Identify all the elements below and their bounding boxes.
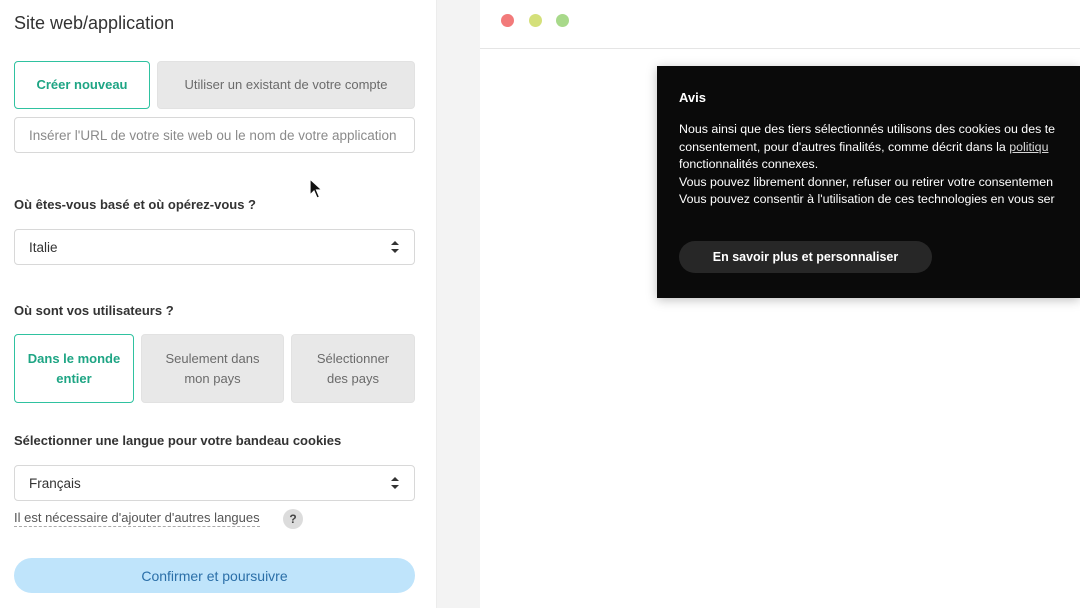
config-panel xyxy=(0,0,437,608)
language-question: Sélectionner une langue pour votre bandeau cookies xyxy=(14,433,342,448)
notice-line: Vous pouvez librement donner, refuser ou retirer votre consentemen xyxy=(679,174,1053,189)
users-option-worldwide[interactable]: Dans le monde entier xyxy=(14,334,134,403)
window-close-dot[interactable] xyxy=(501,14,514,27)
location-question: Où êtes-vous basé et où opérez-vous ? xyxy=(14,197,256,212)
url-input[interactable] xyxy=(14,117,415,153)
notice-line: Vous pouvez consentir à l'utilisation de ces technologies en vous ser xyxy=(679,192,1055,206)
use-existing-button[interactable]: Utiliser un existant de votre compte xyxy=(157,61,415,109)
users-question: Où sont vos utilisateurs ? xyxy=(14,303,174,318)
learn-more-button[interactable]: En savoir plus et personnaliser xyxy=(679,241,932,273)
policy-link[interactable]: politiqu xyxy=(1009,139,1049,154)
location-select[interactable] xyxy=(14,229,415,265)
notice-line: Nous ainsi que des tiers sélectionnés utilisons des cookies ou des te xyxy=(679,122,1056,136)
updown-chevron-icon xyxy=(390,476,400,490)
notice-body xyxy=(679,121,1080,209)
mouse-pointer-icon xyxy=(309,178,323,200)
language-select-value: Français xyxy=(29,475,81,491)
add-languages-link[interactable]: Il est nécessaire d'ajouter d'autres langues xyxy=(14,510,260,525)
window-maximize-dot[interactable] xyxy=(556,14,569,27)
create-new-button[interactable]: Créer nouveau xyxy=(14,61,150,109)
language-select[interactable] xyxy=(14,465,415,501)
users-option-my-country[interactable]: Seulement dans mon pays xyxy=(141,334,284,403)
cookie-notice xyxy=(657,66,1080,298)
users-option-select-countries[interactable]: Sélectionner des pays xyxy=(291,334,415,403)
notice-line: fonctionnalités connexes. xyxy=(679,157,819,171)
updown-chevron-icon xyxy=(390,240,400,254)
panel-title: Site web/application xyxy=(14,13,175,33)
confirm-button[interactable]: Confirmer et poursuivre xyxy=(14,558,415,593)
browser-topbar xyxy=(480,0,1080,49)
help-icon[interactable]: ? xyxy=(283,509,303,529)
notice-line-text: consentement, pour d'autres finalités, comme décrit dans la xyxy=(679,139,1010,154)
window-minimize-dot[interactable] xyxy=(529,14,542,27)
notice-line xyxy=(679,139,1080,157)
location-select-value: Italie xyxy=(29,239,58,255)
notice-title: Avis xyxy=(679,90,706,105)
